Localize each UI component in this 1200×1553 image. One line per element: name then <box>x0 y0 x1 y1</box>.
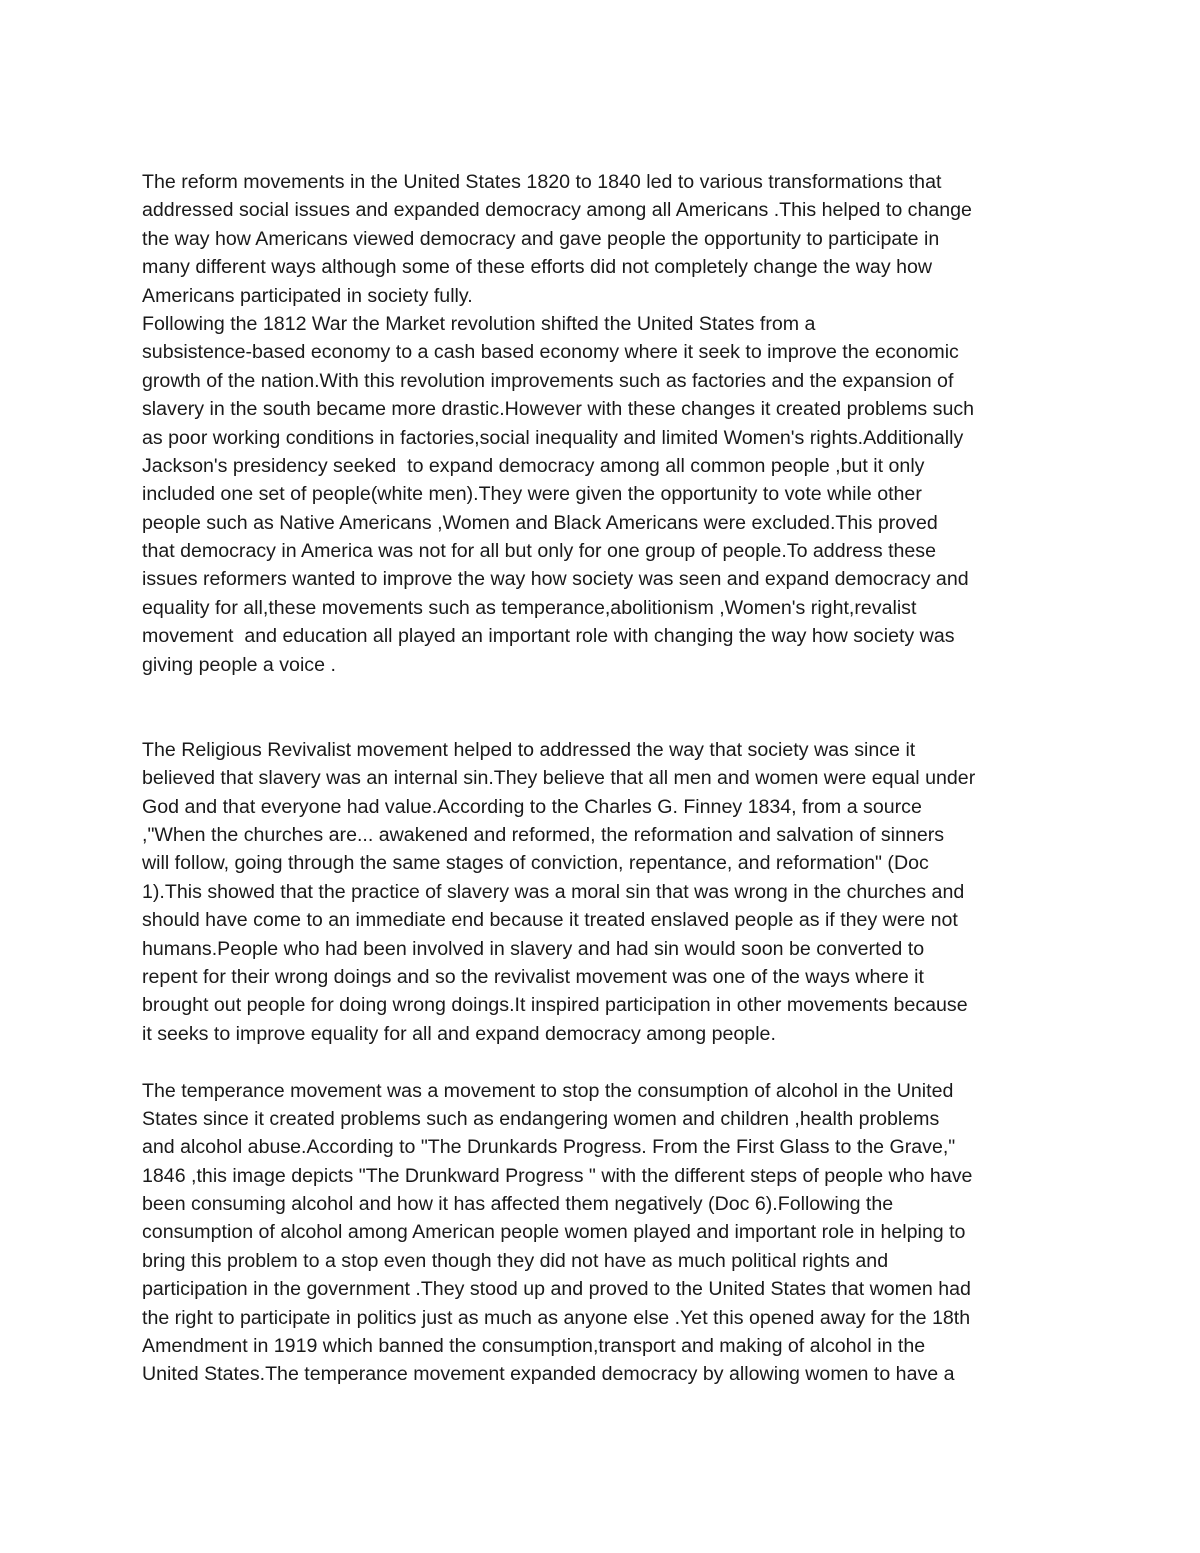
blank-line <box>142 707 1072 735</box>
text-line: issues reformers wanted to improve the way how society was seen and expand democracy and <box>142 568 969 591</box>
text-line: United States.The temperance movement expanded democracy by allowing women to have a <box>142 1363 955 1386</box>
text-line: brought out people for doing wrong doings.It inspired participation in other movements because <box>142 994 968 1017</box>
paragraph-intro <box>142 168 1072 310</box>
text-line: slavery in the south became more drastic.However with these changes it created problems such <box>142 398 975 421</box>
paragraph-temperance <box>142 1077 1072 1389</box>
paragraph-market-revolution <box>142 310 1072 679</box>
text-line: will follow, going through the same stages of conviction, repentance, and reformation" (Doc <box>142 852 929 875</box>
text-line: the right to participate in politics just as much as anyone else .Yet this opened away for the 18th <box>142 1306 971 1329</box>
text-line: participation in the government .They stood up and proved to the United States that women had <box>142 1278 971 1301</box>
text-line: that democracy in America was not for all but only for one group of people.To address these <box>142 540 936 563</box>
text-line: Jackson's presidency seeked to expand democracy among all common people ,but it only <box>142 454 925 477</box>
text-line: The reform movements in the United States 1820 to 1840 led to various transformations that <box>142 171 942 193</box>
text-line: giving people a voice . <box>142 653 336 676</box>
text-line: bring this problem to a stop even though they did not have as much political rights and <box>142 1249 889 1272</box>
text-line: should have come to an immediate end because it treated enslaved people as if they were not <box>142 909 958 932</box>
blank-line <box>142 679 1072 707</box>
paragraph-religious-revivalist <box>142 736 1072 1048</box>
text-line: God and that everyone had value.According to the Charles G. Finney 1834, from a source <box>142 795 922 818</box>
text-line: 1).This showed that the practice of slavery was a moral sin that was wrong in the churches and <box>142 880 965 903</box>
blank-line <box>142 1048 1072 1076</box>
text-line: equality for all,these movements such as temperance,abolitionism ,Women's right,revalist <box>142 596 917 619</box>
text-line: humans.People who had been involved in slavery and had sin would soon be converted to <box>142 937 925 960</box>
text-line: consumption of alcohol among American people women played and important role in helping to <box>142 1221 966 1244</box>
text-line: movement and education all played an important role with changing the way how society was <box>142 625 955 648</box>
text-line: repent for their wrong doings and so the revivalist movement was one of the ways where it <box>142 965 924 988</box>
text-line: subsistence-based economy to a cash based economy where it seek to improve the economic <box>142 341 959 364</box>
text-line: ,"When the churches are... awakened and reformed, the reformation and salvation of sinners <box>142 823 945 846</box>
text-line: The Religious Revivalist movement helped to addressed the way that society was since it <box>142 738 916 761</box>
text-line: been consuming alcohol and how it has affected them negatively (Doc 6).Following the <box>142 1193 894 1216</box>
text-line: and alcohol abuse.According to "The Drunkards Progress. From the First Glass to the Grave," <box>142 1136 956 1159</box>
text-line: addressed social issues and expanded democracy among all Americans .This helped to change <box>142 199 972 222</box>
document-body <box>142 168 1072 1389</box>
text-line: included one set of people(white men).They were given the opportunity to vote while other <box>142 483 922 506</box>
text-line: people such as Native Americans ,Women and Black Americans were excluded.This proved <box>142 511 938 534</box>
text-line: believed that slavery was an internal sin.They believe that all men and women were equal under <box>142 767 976 790</box>
text-line: growth of the nation.With this revolution improvements such as factories and the expansion of <box>142 369 954 392</box>
text-line: it seeks to improve equality for all and expand democracy among people. <box>142 1022 776 1045</box>
text-line: the way how Americans viewed democracy and gave people the opportunity to participate in <box>142 227 940 250</box>
text-line: Americans participated in society fully. <box>142 284 473 307</box>
text-line: as poor working conditions in factories,social inequality and limited Women's rights.Additionally <box>142 426 964 449</box>
text-line: many different ways although some of these efforts did not completely change the way how <box>142 256 933 279</box>
text-line: States since it created problems such as endangering women and children ,health problems <box>142 1107 940 1130</box>
text-line: Following the 1812 War the Market revolution shifted the United States from a <box>142 312 816 335</box>
text-line: Amendment in 1919 which banned the consumption,transport and making of alcohol in the <box>142 1335 926 1358</box>
text-line: The temperance movement was a movement to stop the consumption of alcohol in the United <box>142 1079 954 1102</box>
text-line: 1846 ,this image depicts "The Drunkward Progress " with the different steps of people who have <box>142 1164 973 1187</box>
